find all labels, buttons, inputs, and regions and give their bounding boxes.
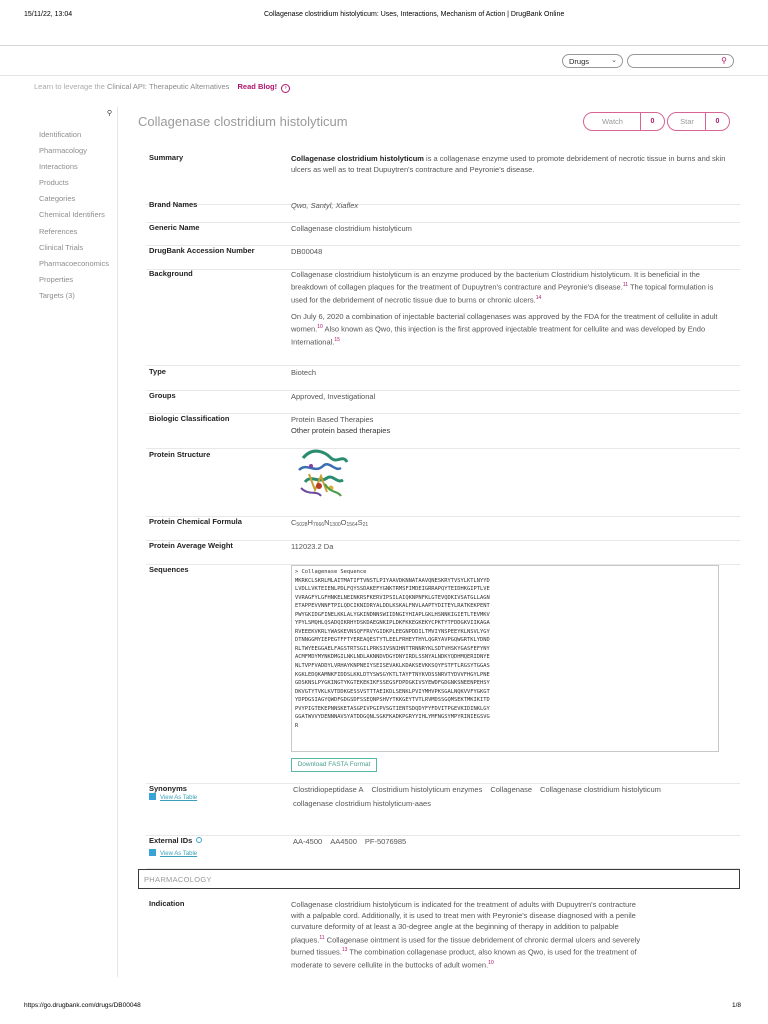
sequence-line: ETAPPEVVNNFTPILQDCIKNIDRYALDDLKSKALFNVLAAPTYDITEYLRATKEKPENT (295, 603, 490, 610)
protein-structure-row (146, 450, 740, 517)
formula-count: 7666 (312, 522, 325, 528)
biologic-classification-class[interactable]: Other protein based therapies (291, 426, 391, 435)
indication-label: Indication (149, 899, 185, 908)
background-value (291, 269, 731, 347)
star-label: Star (680, 117, 694, 126)
sequence-line: GGATWVVYDENNNAVSYATDDGQNLSGKFKADKPGRYYIHLYMFNGSYMPYRINIEGSVG (295, 714, 490, 721)
sidebar-item[interactable]: Products (39, 178, 69, 188)
reference-link[interactable]: 14 (535, 294, 542, 301)
sequence-line: VVRAGFYLGFHNKELNEINKRSFKERVIPSILAIQKNPNFKLGTEVQDKIVSATGLLAGN (295, 594, 490, 601)
sequence-line: YDPDGSIAGYQWDFGDGSDFSSEQNPSHVYTKKGEYTVTLRVMDSSGQMSEKTMKIKITD (295, 697, 490, 704)
sequence-line: GDSKNSLPYGKINGTYKGTEKEKIKFSSEGSFDPDGKIVSYEWDFGDGNKSNEENPEHSY (295, 680, 490, 687)
indication-row (146, 899, 740, 979)
sidebar-item[interactable]: Categories (39, 194, 76, 204)
watch-label: Watch (602, 117, 623, 126)
formula-label: Protein Chemical Formula (149, 517, 242, 526)
generic-name-label: Generic Name (149, 223, 200, 232)
sequence-line: KGKLEDQKAMNKFIDDSLKKLDTYSWSGYKTLTAYFTNYKVDSSNRVTYDVVFHGYLPNE (295, 671, 490, 678)
synonyms-view-as-table[interactable] (149, 793, 197, 801)
summary-row (146, 153, 740, 205)
list-item: Clostridiopeptidase A (293, 785, 364, 794)
groups-row (146, 391, 740, 414)
search-icon[interactable]: ⚲ (721, 56, 727, 65)
external-ids-row (146, 836, 740, 869)
print-url: https://go.drugbank.com/drugs/DB00048 (24, 1002, 141, 1009)
sequence-line: MKRKCLSKRLMLAITMATIFTVNSTLPIYAAVDKNNATAAVQNESKRYTVSYLKTLNYYD (295, 577, 490, 584)
sidebar-item[interactable]: Pharmacoeconomics (39, 258, 110, 268)
formula-count: 21 (362, 522, 369, 528)
background-text-2b: Also known as Qwo, this injection is the first approved injectable treatment for cellulite and was developed by Endo International. (291, 324, 706, 346)
synonyms-list-continued (293, 798, 733, 809)
background-text-1a: Collagenase clostridium histolyticum is an enzyme produced by the bacterium Clostridium histolyticum. It is beneficial in the breakdown of collagen plaques for the treatment of Dupuytren's contracture and Peyronie's disease. (291, 270, 700, 292)
type-row (146, 367, 740, 391)
sequences-label: Sequences (149, 565, 189, 574)
sidebar-item[interactable]: Properties (39, 274, 74, 284)
table-icon (149, 793, 156, 800)
sequence-line: RVEEEKVKRLYWASKEVNSQFFRVYGIDKPLEEGNPDDILTMVIYNSPEEYKLNSVLYGY (295, 628, 490, 635)
promo-highlight[interactable]: Clinical API: Therapeutic Alternatives (106, 82, 230, 91)
star-button[interactable] (667, 112, 730, 131)
star-count: 0 (705, 113, 729, 130)
average-weight-label: Protein Average Weight (149, 541, 233, 550)
read-blog-link[interactable]: Read Blog! (237, 82, 278, 91)
search-input[interactable] (627, 54, 734, 68)
reference-link[interactable]: 13 (341, 947, 348, 954)
sidebar-nav (39, 130, 109, 307)
formula-element: C (291, 518, 297, 527)
list-item: PF-5076985 (364, 837, 407, 846)
download-fasta-button[interactable]: Download FASTA Format (291, 758, 377, 772)
average-weight-row (146, 541, 740, 565)
formula-element: N (324, 518, 330, 527)
pharmacology-section-header (138, 869, 740, 889)
info-icon[interactable] (196, 837, 202, 843)
promo-banner (34, 82, 290, 93)
synonyms-row (146, 784, 740, 836)
external-ids-view-as-table[interactable] (149, 849, 197, 857)
sequence-line: PWYGKIDGFINELKKLALYGKINDNNSWIIDNGIYHIAPLGKLHSNNKIGIETLTEVMKV (295, 611, 490, 618)
sidebar-item[interactable]: References (39, 226, 78, 236)
chevron-down-icon: ⌄ (611, 57, 617, 64)
accession-label: DrugBank Accession Number (149, 246, 255, 255)
sidebar (33, 107, 118, 977)
sequence-line: LVDLLVKTEIENLPDLFQYSSDAKEFYGNKTRMSFIMDEIGRRAPQYTEIDHKGIPTLVE (295, 586, 490, 593)
sequence-line: > Collagenase Sequence (295, 569, 367, 575)
generic-name-value: Collagenase clostridium histolyticum (291, 224, 412, 233)
protein-structure-label: Protein Structure (149, 450, 211, 459)
watch-button[interactable] (583, 112, 665, 131)
indication-text-a: Collagenase clostridium histolyticum is indicated for the treatment of adults with Dupuytren's contracture with a palpable cord. Additionally, it is used to treat men with Peyronie's disease diagnosed with a penile curvature deformity of at least a 30-degree angle at the beginning of therapy in addition to palpable plaques. (291, 900, 636, 945)
brand-names-label: Brand Names (149, 200, 198, 209)
biologic-classification-label: Biologic Classification (149, 414, 230, 423)
watch-count: 0 (640, 113, 664, 130)
formula-row (146, 517, 740, 541)
groups-value: Approved, Investigational (291, 392, 376, 401)
type-value: Biotech (291, 368, 317, 377)
list-item: Collagenase clostridium histolyticum (540, 785, 661, 794)
table-icon (149, 849, 156, 856)
background-label: Background (149, 269, 193, 278)
brand-names-row (146, 200, 740, 223)
list-item: Clostridium histolyticum enzymes (371, 785, 483, 794)
formula-value (291, 517, 731, 531)
accession-row (146, 246, 740, 270)
biologic-classification-kingdom[interactable]: Protein Based Therapies (291, 415, 374, 424)
reference-link[interactable]: 10 (317, 324, 323, 330)
sidebar-item[interactable]: Pharmacology (39, 146, 87, 156)
view-as-table-link[interactable]: View As Table (160, 851, 198, 857)
summary-label: Summary (149, 153, 184, 162)
pharmacology-section-title: PHARMACOLOGY (144, 875, 212, 884)
list-item: AA4500 (330, 837, 357, 846)
reference-link[interactable]: 11 (319, 934, 325, 941)
external-ids-list (293, 836, 733, 847)
sequence-line: DKVGTYTVKLKVTDDKGESSVSTTTAEIKDLSENKLPVIYMHVPKSGALNQKVVFYGKGT (295, 688, 490, 695)
synonyms-label: Synonyms (149, 784, 187, 793)
average-weight-value: 112023.2 Da (291, 542, 334, 551)
indication-text-b: Collagenase ointment is used for the tissue debridement of chronic dermal ulcers and severely burned tissues. (291, 935, 641, 957)
list-item: Collagenase (490, 785, 533, 794)
sequence-line: R (295, 722, 299, 729)
background-row (146, 269, 740, 366)
sidebar-item[interactable]: Chemical Identifiers (39, 210, 105, 220)
brand-names-value[interactable]: Qwo, Santyl, Xiaflex (291, 201, 359, 210)
summary-value (291, 153, 731, 175)
formula-element: S (357, 518, 363, 527)
sequence-line: YPYLSMQHLQSADQIKRHYDSKDAEGNKIPLDKFKKEGKEKYCPKTYTFDDGKVIIKAGA (295, 620, 490, 627)
indication-value (291, 899, 651, 971)
formula-element: O (340, 518, 347, 527)
category-select-value: Drugs (569, 57, 590, 66)
print-page-number: 1/8 (732, 1002, 742, 1009)
reference-link[interactable]: 10 (488, 960, 494, 967)
summary-drug-name: Collagenase clostridium histolyticum (291, 154, 424, 163)
arrow-circle-icon[interactable]: › (281, 84, 290, 93)
promo-lead: Learn to leverage the (34, 82, 105, 91)
category-select[interactable] (562, 54, 623, 68)
formula-count: 5028 (296, 522, 308, 528)
sequence-textbox[interactable] (291, 565, 719, 752)
sidebar-item[interactable]: Identification (39, 130, 82, 139)
sidebar-item[interactable]: Clinical Trials (39, 242, 84, 252)
list-item: collagenase clostridium histolyticum-aaes (293, 799, 431, 808)
print-datetime: 15/11/22, 13:04 (24, 11, 73, 18)
reference-link[interactable]: 15 (334, 336, 340, 343)
background-text-1b: The topical formulation is used for the debridement of necrotic tissue due to burns or chronic ulcers. (291, 282, 714, 304)
sequence-line: ACMFMDYMYNKDMGILNKLNDLAKNNDVDGYDNYIRDLSSNYALNDKYQDHMQERIDNYE (295, 654, 490, 661)
drug-title: Collagenase clostridium histolyticum (138, 114, 348, 129)
sequence-line: RLTWYEEGGAELFAGSTRTSGILPRKSIVSNIHNTTRNNRYKLSDTVHSKYGASFEFYNY (295, 645, 490, 652)
sidebar-item[interactable]: Targets (3) (39, 290, 75, 300)
synonyms-list (293, 784, 733, 795)
sequence-line: NLTVPFVADDYLVRHAYKNPNEIYSEISEVAKLKDAKSEVKKSQYFSTFTLRGSYTGGAS (295, 663, 490, 670)
sidebar-search-icon[interactable]: ⚲ (106, 110, 112, 117)
view-as-table-link[interactable]: View As Table (160, 795, 198, 801)
reference-link[interactable]: 11 (622, 282, 629, 288)
indication-text-c: The combination collagenase product, also known as Qwo, is used for the treatment of moderate to severe cellulite in the buttocks of adult women. (291, 947, 637, 970)
formula-count: 1300 (329, 522, 341, 528)
sidebar-item[interactable]: Interactions (39, 162, 78, 172)
protein-structure-image[interactable] (291, 444, 351, 502)
type-label: Type (149, 367, 166, 376)
sequence-line: PVYPIGTEKEPNNSKETASGPIVPGIPVSGTIENTSDQDYFYFDVITPGEVKIDINKLGY (295, 705, 490, 712)
formula-element: H (307, 518, 313, 527)
print-page-title: Collagenase clostridium histolyticum: Uses, Interactions, Mechanism of Action | DrugBank Online (264, 11, 565, 18)
sequence-line: DTNNGGMYIEPEGTFFTYEREAQESTYTLEELFRHEYTHYLQGRYAVPGQWGRTKLYDND (295, 637, 490, 644)
list-item: AA-4500 (293, 837, 323, 846)
generic-name-row (146, 223, 740, 246)
summary-text: is a collagenase enzyme used to promote debridement of necrotic tissue in burns and skin ulcers as well as to treat Dupuytren's contracture and Peyronie's disease. (291, 154, 726, 174)
groups-label: Groups (149, 391, 176, 400)
accession-value: DB00048 (291, 247, 323, 256)
background-text-2a: On July 6, 2020 a combination of injectable bacterial collagenases was approved by the FDA for the treatment of cellulite in adult women. (291, 312, 718, 334)
formula-count: 1564 (346, 522, 358, 528)
sequences-row (146, 565, 740, 784)
external-ids-label: External IDs (149, 836, 193, 845)
